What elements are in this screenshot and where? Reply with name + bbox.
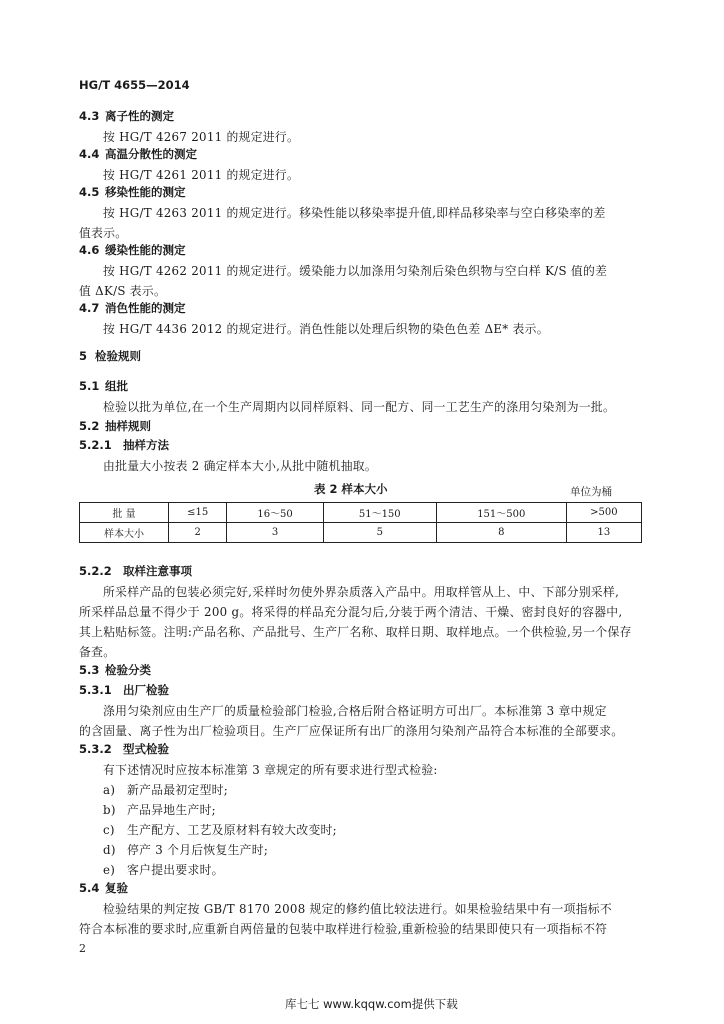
- section-title: 复验: [105, 881, 128, 895]
- list-item-label: d): [103, 843, 116, 857]
- section-5-4-line1: 检验结果的判定按 GB/T 8170 2008 规定的修约值比较法进行。如果检验结果中有一项指标不: [103, 902, 612, 916]
- section-title: 消色性能的测定: [105, 301, 186, 315]
- section-title: 抽样规则: [105, 419, 151, 433]
- section-number: 4.6: [79, 243, 100, 257]
- section-5-3-heading: [79, 662, 151, 678]
- list-item: [103, 861, 224, 878]
- section-title: 检验规则: [95, 349, 141, 363]
- section-number: 4.7: [79, 301, 100, 315]
- section-number: 5.3.2: [79, 742, 112, 756]
- table-cell: 5: [323, 523, 436, 543]
- section-5-2-2-line4: 备查。: [79, 645, 116, 659]
- section-title: 取样注意事项: [123, 564, 192, 578]
- section-number: 5.2: [79, 419, 100, 433]
- section-5-4-line2: 符合本标准的要求时,应重新自两倍量的包装中取样进行检验,重新检验的结果即使只有一项指标不符: [79, 922, 608, 936]
- table-cell: >500: [566, 503, 641, 523]
- section-5-2-2-heading: [79, 563, 192, 579]
- section-5-2-2-line1: 所采样产品的包装必须完好,采样时勿使外界杂质落入产品中。用取样管从上、中、下部分别采样,: [103, 585, 620, 599]
- table-cell: 样本大小: [80, 523, 169, 543]
- section-5-4-heading: [79, 880, 128, 896]
- section-number: 5.2.1: [79, 438, 112, 452]
- standard-code-header: HG/T 4655—2014: [79, 78, 190, 92]
- section-4-5-text-line1: 按 HG/T 4263 2011 的规定进行。移染性能以移染率提升值,即样品移染率与空白移染率的差: [103, 206, 606, 220]
- list-item: [103, 821, 337, 838]
- list-item-label: e): [103, 863, 116, 877]
- section-5-1-text: 检验以批为单位,在一个生产周期内以同样原料、同一配方、同一工艺生产的涤用匀染剂为一批。: [103, 400, 616, 414]
- section-4-6-heading: [79, 242, 186, 258]
- section-title: 抽样方法: [123, 438, 169, 452]
- list-item: [103, 841, 268, 858]
- section-4-6-text-line1: 按 HG/T 4262 2011 的规定进行。缓染能力以加涤用匀染剂后染色织物与空白样 K/S 值的差: [103, 264, 608, 278]
- section-title: 缓染性能的测定: [105, 243, 186, 257]
- section-number: 5: [79, 349, 88, 363]
- section-5-2-2-line2: 所采样品总量不得少于 200 g。将采得的样品充分混匀后,分装于两个清洁、干燥、密封良好的容器中,: [79, 605, 623, 619]
- section-4-7-text: 按 HG/T 4436 2012 的规定进行。消色性能以处理后织物的染色色差 ΔE* 表示。: [103, 322, 549, 336]
- section-number: 4.3: [79, 109, 100, 123]
- list-item-text: 生产配方、工艺及原材料有较大改变时;: [127, 823, 337, 837]
- section-5-3-2-heading: [79, 741, 169, 757]
- section-4-5-text-line2: 值表示。: [79, 226, 128, 240]
- section-4-3-heading: [79, 108, 174, 124]
- section-5-3-2-intro: 有下述情况时应按本标准第 3 章规定的所有要求进行型式检验:: [103, 763, 438, 777]
- list-item-text: 产品异地生产时;: [127, 803, 216, 817]
- section-5-2-heading: [79, 418, 151, 434]
- section-title: 高温分散性的测定: [105, 147, 197, 161]
- section-5-3-1-line1: 涤用匀染剂应由生产厂的质量检验部门检验,合格后附合格证明方可出厂。本标准第 3 章中规定: [103, 704, 607, 718]
- table-cell: 16～50: [227, 503, 323, 523]
- table-2-title: 表 2 样本大小: [314, 482, 388, 496]
- table-header-row: [80, 503, 642, 523]
- table-cell: ≤15: [169, 503, 227, 523]
- table-cell: 8: [436, 523, 566, 543]
- list-item-text: 停产 3 个月后恢复生产时;: [127, 843, 269, 857]
- section-title: 离子性的测定: [105, 109, 174, 123]
- section-number: 5.1: [79, 379, 100, 393]
- table-cell: 13: [566, 523, 641, 543]
- section-5-2-2-line3: 其上粘贴标签。注明:产品名称、产品批号、生产厂名称、取样日期、取样地点。一个供检验,另一个保存: [79, 625, 632, 639]
- section-5-3-1-heading: [79, 682, 169, 698]
- section-4-4-text: 按 HG/T 4261 2011 的规定进行。: [103, 168, 300, 182]
- list-item-label: a): [103, 783, 116, 797]
- table-cell: 51～150: [323, 503, 436, 523]
- section-4-7-heading: [79, 300, 186, 316]
- table-cell: 批 量: [80, 503, 169, 523]
- section-number: 5.3: [79, 663, 100, 677]
- page-number: 2: [79, 942, 86, 955]
- section-title: 移染性能的测定: [105, 185, 186, 199]
- list-item-label: c): [103, 823, 115, 837]
- section-number: 5.4: [79, 881, 100, 895]
- section-4-6-text-line2: 值 ΔK/S 表示。: [79, 284, 167, 298]
- section-4-3-text: 按 HG/T 4267 2011 的规定进行。: [103, 130, 300, 144]
- table-cell: 2: [169, 523, 227, 543]
- section-5-1-heading: [79, 378, 128, 394]
- section-5-2-1-text: 由批量大小按表 2 确定样本大小,从批中随机抽取。: [103, 459, 377, 473]
- section-5-2-1-heading: [79, 437, 169, 453]
- section-4-4-heading: [79, 146, 197, 162]
- section-title: 出厂检验: [123, 683, 169, 697]
- section-5-heading: [79, 348, 141, 364]
- section-title: 型式检验: [123, 742, 169, 756]
- table-2-unit: 单位为桶: [570, 486, 612, 498]
- table-row: [80, 523, 642, 543]
- section-title: 组批: [105, 379, 128, 393]
- section-number: 4.5: [79, 185, 100, 199]
- list-item-text: 客户提出要求时。: [127, 863, 224, 877]
- list-item: [103, 801, 216, 818]
- section-number: 5.2.2: [79, 564, 112, 578]
- section-title: 检验分类: [105, 663, 151, 677]
- table-cell: 151～500: [436, 503, 566, 523]
- list-item-text: 新产品最初定型时;: [127, 783, 229, 797]
- sample-size-table: [79, 502, 642, 543]
- table-cell: 3: [227, 523, 323, 543]
- section-5-3-1-line2: 的含固量、离子性为出厂检验项目。生产厂应保证所有出厂的涤用匀染剂产品符合本标准的全部要求。: [79, 724, 624, 738]
- section-number: 4.4: [79, 147, 100, 161]
- download-footer: 库七七 www.kqqw.com提供下载: [285, 997, 458, 1011]
- list-item-label: b): [103, 803, 116, 817]
- section-number: 5.3.1: [79, 683, 112, 697]
- list-item: [103, 781, 228, 798]
- section-4-5-heading: [79, 184, 186, 200]
